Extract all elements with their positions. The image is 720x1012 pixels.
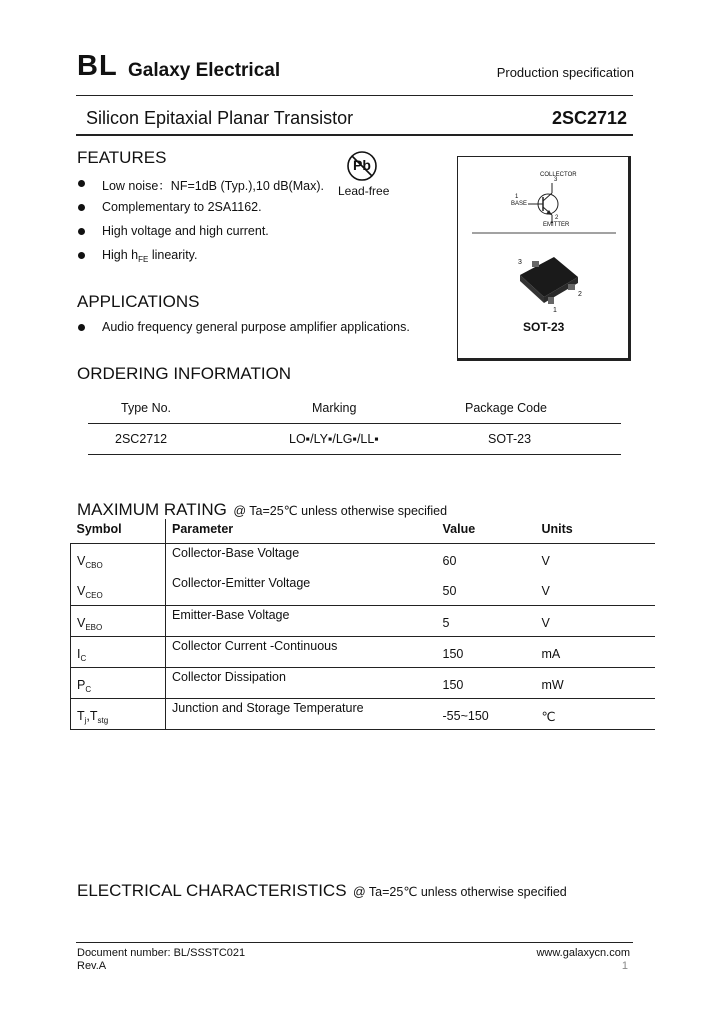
page-number: 1: [621, 960, 628, 972]
lead-free-label: Lead-free: [338, 184, 390, 198]
ordering-package: SOT-23: [488, 432, 532, 446]
table-row: $I_C$ Collector Current -Continuous 150 mA: [71, 636, 656, 667]
doc-number: Document number: BL/SSSTC021: [77, 947, 246, 959]
pin-collector-label: COLLECTOR: [540, 172, 577, 178]
pin-emitter-label: EMITTER: [543, 222, 570, 228]
product-title: Silicon Epitaxial Planar Transistor: [86, 108, 354, 128]
header-rule: [76, 95, 633, 96]
applications-heading: APPLICATIONS: [77, 292, 200, 311]
pin-emitter-number: 2: [555, 215, 559, 221]
table-row: $V_{CBO}$ Collector-Base Voltage 60 V: [71, 543, 656, 574]
pkg-pin-2: 2: [578, 291, 582, 298]
ordering-marking: LO▪/LY▪/LG▪/LL▪: [289, 432, 379, 446]
col-symbol: Symbol: [71, 519, 166, 543]
table-header: [71, 519, 656, 543]
website-link[interactable]: www.galaxycn.com: [536, 947, 630, 959]
application-item: Audio frequency general purpose amplifier applications.: [102, 320, 410, 334]
electrical-heading: ELECTRICAL CHARACTERISTICS @ Ta=25℃ unless otherwise specified: [77, 881, 567, 900]
ordering-rule-top: [88, 423, 621, 424]
table-row: $T_j,T_{stg}$ Junction and Storage Temperature -55~150 ℃: [71, 698, 656, 729]
pkg-pin-3: 3: [518, 259, 522, 266]
pin-collector-number: 3: [554, 177, 558, 183]
logo-bl: BL: [77, 50, 118, 82]
ordering-heading: ORDERING INFORMATION: [77, 364, 292, 383]
title-rule: [76, 134, 633, 136]
package-name: SOT-23: [523, 320, 565, 334]
company-name: Galaxy Electrical: [128, 60, 281, 81]
ordering-col-marking: Marking: [312, 401, 357, 415]
col-units: Units: [536, 519, 656, 543]
max-rating-heading: MAXIMUM RATING @ Ta=25℃ unless otherwise specified: [77, 500, 448, 519]
max-rating-table: [70, 519, 655, 730]
ordering-rule-bottom: [88, 454, 621, 455]
part-number: 2SC2712: [551, 108, 627, 128]
footer-rule: [76, 942, 633, 943]
features-heading: FEATURES: [77, 148, 167, 167]
pin-base-number: 1: [515, 194, 519, 200]
lead-free-icon: Pb: [344, 150, 380, 182]
ordering-col-type: Type No.: [121, 401, 172, 415]
feature-item: High $h_{FE}$ linearity.: [102, 248, 197, 264]
col-value: Value: [437, 519, 536, 543]
feature-item: Complementary to 2SA1162.: [102, 200, 262, 214]
package-box: [457, 156, 631, 361]
revision: Rev.A: [77, 960, 107, 972]
spec-type: Production specification: [496, 65, 634, 80]
pkg-pin-1: 1: [553, 307, 557, 314]
table-row: $V_{EBO}$ Emitter-Base Voltage 5 V: [71, 605, 656, 636]
ordering-col-package: Package Code: [465, 401, 548, 415]
feature-item: High voltage and high current.: [102, 224, 269, 238]
col-parameter: Parameter: [166, 519, 437, 543]
ordering-type: 2SC2712: [115, 432, 168, 446]
pin-base-label: BASE: [511, 201, 528, 207]
feature-item: Low noise：NF=1dB (Typ.),10 dB(Max).: [102, 176, 324, 194]
table-row: $V_{CEO}$ Collector-Emitter Voltage 50 V: [71, 574, 656, 605]
table-row: $P_C$ Collector Dissipation 150 mW: [71, 667, 656, 698]
